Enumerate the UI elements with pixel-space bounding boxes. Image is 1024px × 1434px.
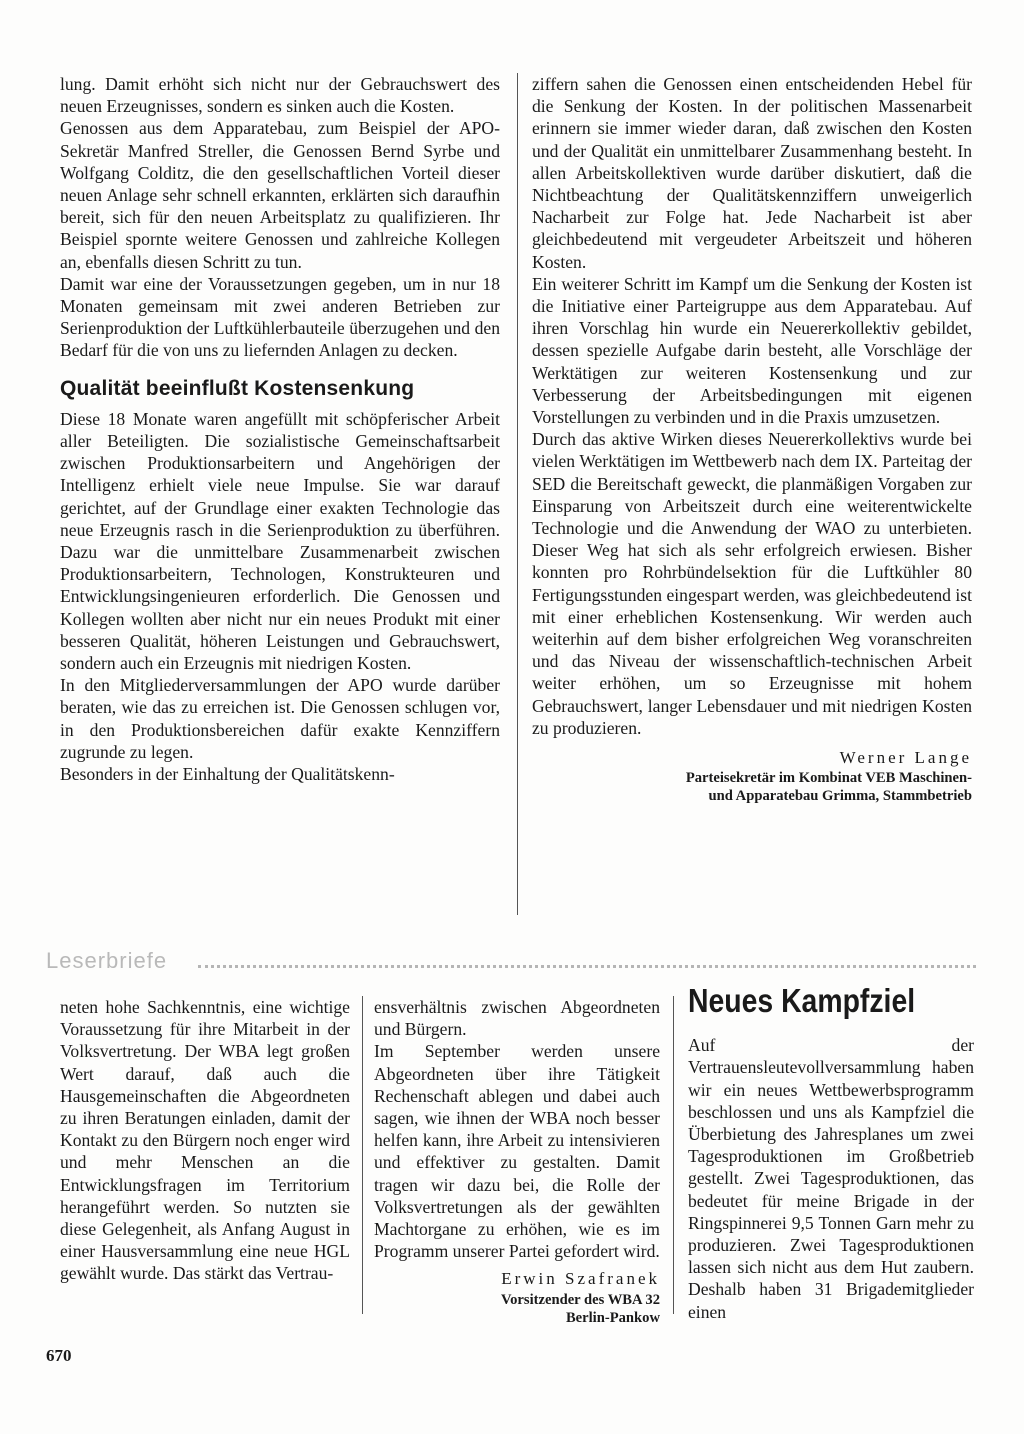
article-column-1 [60,73,500,785]
letter-column-2 [374,996,660,1327]
paragraph: Im September werden unsere Abgeordneten über ihre Tätigkeit Rechenschaft ablegen und dabei auch sagen, wie ihnen der WBA noch besser helfen kann, ihre Arbeit zu intensivieren und effektiver zu gestalten. Damit tragen wir dazu bei, die Rolle der Volksvertretungen als der gewählten Machtorgane zu erhöhen, wie es im Programm unserer Partei gefordert wird. [374,1041,660,1262]
author-role: Berlin-Pankow [565,1309,660,1326]
column-divider [673,996,674,1314]
column-divider [362,996,363,1314]
dotted-rule [198,965,976,968]
author-signature [532,747,972,805]
paragraph: ziffern sahen die Genossen einen entscheidenden Hebel für die Senkung der Kosten. In der politischen Massenarbeit erinnern sie immer wieder daran, daß zwischen den Kosten und der Qualität ein unmittelbarer Zusammenhang besteht. In allen Arbeitskollektiven wurde darüber diskutiert, daß die Nichtbeachtung der Qualitätskennziffern unweigerlich Nacharbeit zur Folge hat. Jede Nacharbeit ist aber gleichbedeutend mit vergeudeter Arbeitszeit und höheren Kosten. [532,74,972,272]
column-divider [517,73,518,915]
author-role: und Apparatebau Grimma, Stammbetrieb [708,788,972,805]
author-role: Parteisekretär im Kombinat VEB Maschinen- [685,770,972,787]
paragraph: lung. Damit erhöht sich nicht nur der Gebrauchswert des neuen Erzeugnisses, sondern es sinken auch die Kosten. [60,74,500,117]
section-header [46,948,976,980]
paragraph: Auf der Vertrauensleutevollversammlung haben wir ein neues Wettbewerbsprogramm beschlossen und uns als Kampfziel die Überbietung des Jahresplanes um zwei Tagesproduktionen im Großbetrieb gestellt. Zwei Tagesproduktionen, das bedeutet für meine Brigade in der Ringspinnerei 9,5 Tonnen Garn mehr zu produzieren. Zwei Tagesproduktionen lassen sich nicht aus dem Hut zaubern. Deshalb haben 31 Brigademitglieder einen [688,1035,974,1322]
page-number: 670 [46,1346,72,1365]
section-label: Leserbriefe [46,948,168,973]
letter-column-1 [60,996,350,1285]
paragraph: Besonders in der Einhaltung der Qualitätskenn- [60,764,395,785]
paragraph: Damit war eine der Voraussetzungen gegeben, um in nur 18 Monaten gemeinsam mit zwei anderen Betrieben zur Serienproduktion der Luftkühlerbauteile überzugehen und den Bedarf für die von uns zu liefernden Anlagen zu decken. [60,273,500,361]
paragraph: neten hohe Sachkenntnis, eine wichtige Voraussetzung für ihre Mitarbeit in der Volksvertretung. Der WBA legt großen Wert darauf, daß auch die Hausgemeinschaften die Abgeordneten zu ihren Beratungen einladen, damit der Kontakt zu den Bürgern noch enger wird und mehr Menschen an die Entwicklungsfragen im Territorium herangeführt werden. So nutzten sie diese Gelegenheit, als Anfang August in einer Hausversammlung eine neue HGL gewählt wurde. Das stärkt das Vertrau- [60,997,350,1284]
paragraph: Ein weiterer Schritt im Kampf um die Senkung der Kosten ist die Initiative einer Parteigruppe aus dem Apparatebau. Auf ihren Vorschlag hin wurde ein Neuererkollektiv gebildet, dessen spezielle Aufgabe darin besteht, alle Vorschläge der Werktätigen zur weiteren Kostensenkung und zur Verbesserung der Arbeitsbedingungen mit eigenen Vorstellungen zu verbinden und in die Praxis umzusetzen. [532,273,972,428]
paragraph: Diese 18 Monate waren angefüllt mit schöpferischer Arbeit aller Beteiligten. Die sozialistische Gemeinschaftsarbeit zwischen Produktionsarbeitern und Angehörigen der Intelligenz erhielt viele neue Impulse. Sie war darauf gerichtet, auf der Grundlage einer exakten Technologie das neue Erzeugnis rasch in die Serienproduktion zu überführen. Dazu war die unmittelbare Zusammenarbeit zwischen Produktionsarbeitern, Technologen, Konstrukteuren und Entwicklungsingenieuren erforderlich. Die Genossen und Kollegen wollten aber nicht nur ein neues Produkt mit einer besseren Qualität, höheren Leistungen und Gebrauchswert, sondern auch ein Erzeugnis mit niedrigen Kosten. [60,408,500,674]
paragraph: Genossen aus dem Apparatebau, zum Beispiel der APO-Sekretär Manfred Streller, die Genossen Bernd Syrbe und Wolfgang Colditz, die den gesellschaftlichen Vorteil dieser neuen Anlage sehr schnell erkannten, erklärten sich daraufhin bereit, sich für den neuen Arbeitsplatz zu qualifizieren. Ihr Beispiel spornte weitere Genossen und zahlreiche Kollegen an, ebenfalls diesen Schritt zu tun. [60,118,500,272]
article-column-2 [532,73,972,805]
letter-column-3 [688,982,974,1323]
letter-headline: Neues Kampfziel [688,982,916,1019]
author-signature [374,1268,660,1326]
paragraph: Durch das aktive Wirken dieses Neuererkollektivs wurde bei vielen Werktätigen im Wettbewerb nach dem IX. Parteitag der SED die Bereitschaft geweckt, die planmäßigen Vorgaben zur Einsparung von Arbeitszeit durch eine weiterentwickelte Technologie und die Anwendung der WAO zu unterbieten. Dieser Weg hat sich als sehr erfolgreich erwiesen. Bisher konnten pro Rohrbündelsektion für die Luftkühler 80 Fertigungsstunden eingespart werden, was gleichbedeutend ist mit einer erheblichen Kostensenkung. Wir werden auch weiterhin auf dem bisher erfolgreichen Weg voranschreiten und das Niveau der wissenschaftlich-technischen Arbeit weiter erhöhen, um so Erzeugnisse mit hohem Gebrauchswert, langer Lebensdauer und mit niedrigen Kosten zu produzieren. [532,429,972,738]
paragraph: In den Mitgliederversammlungen der APO wurde darüber beraten, wie das zu erreichen ist. Die Genossen schlugen vor, in den Produktionsbereichen dafür exakte Kennziffern zugrunde zu legen. [60,675,500,762]
author-name: Erwin Szafranek [501,1269,660,1289]
section-heading: Qualität beeinflußt Kostensenkung [60,376,415,400]
author-role: Vorsitzender des WBA 32 [500,1291,660,1308]
author-name: Werner Lange [839,748,972,768]
paragraph: ensverhältnis zwischen Abgeordneten und Bürgern. [374,997,660,1040]
